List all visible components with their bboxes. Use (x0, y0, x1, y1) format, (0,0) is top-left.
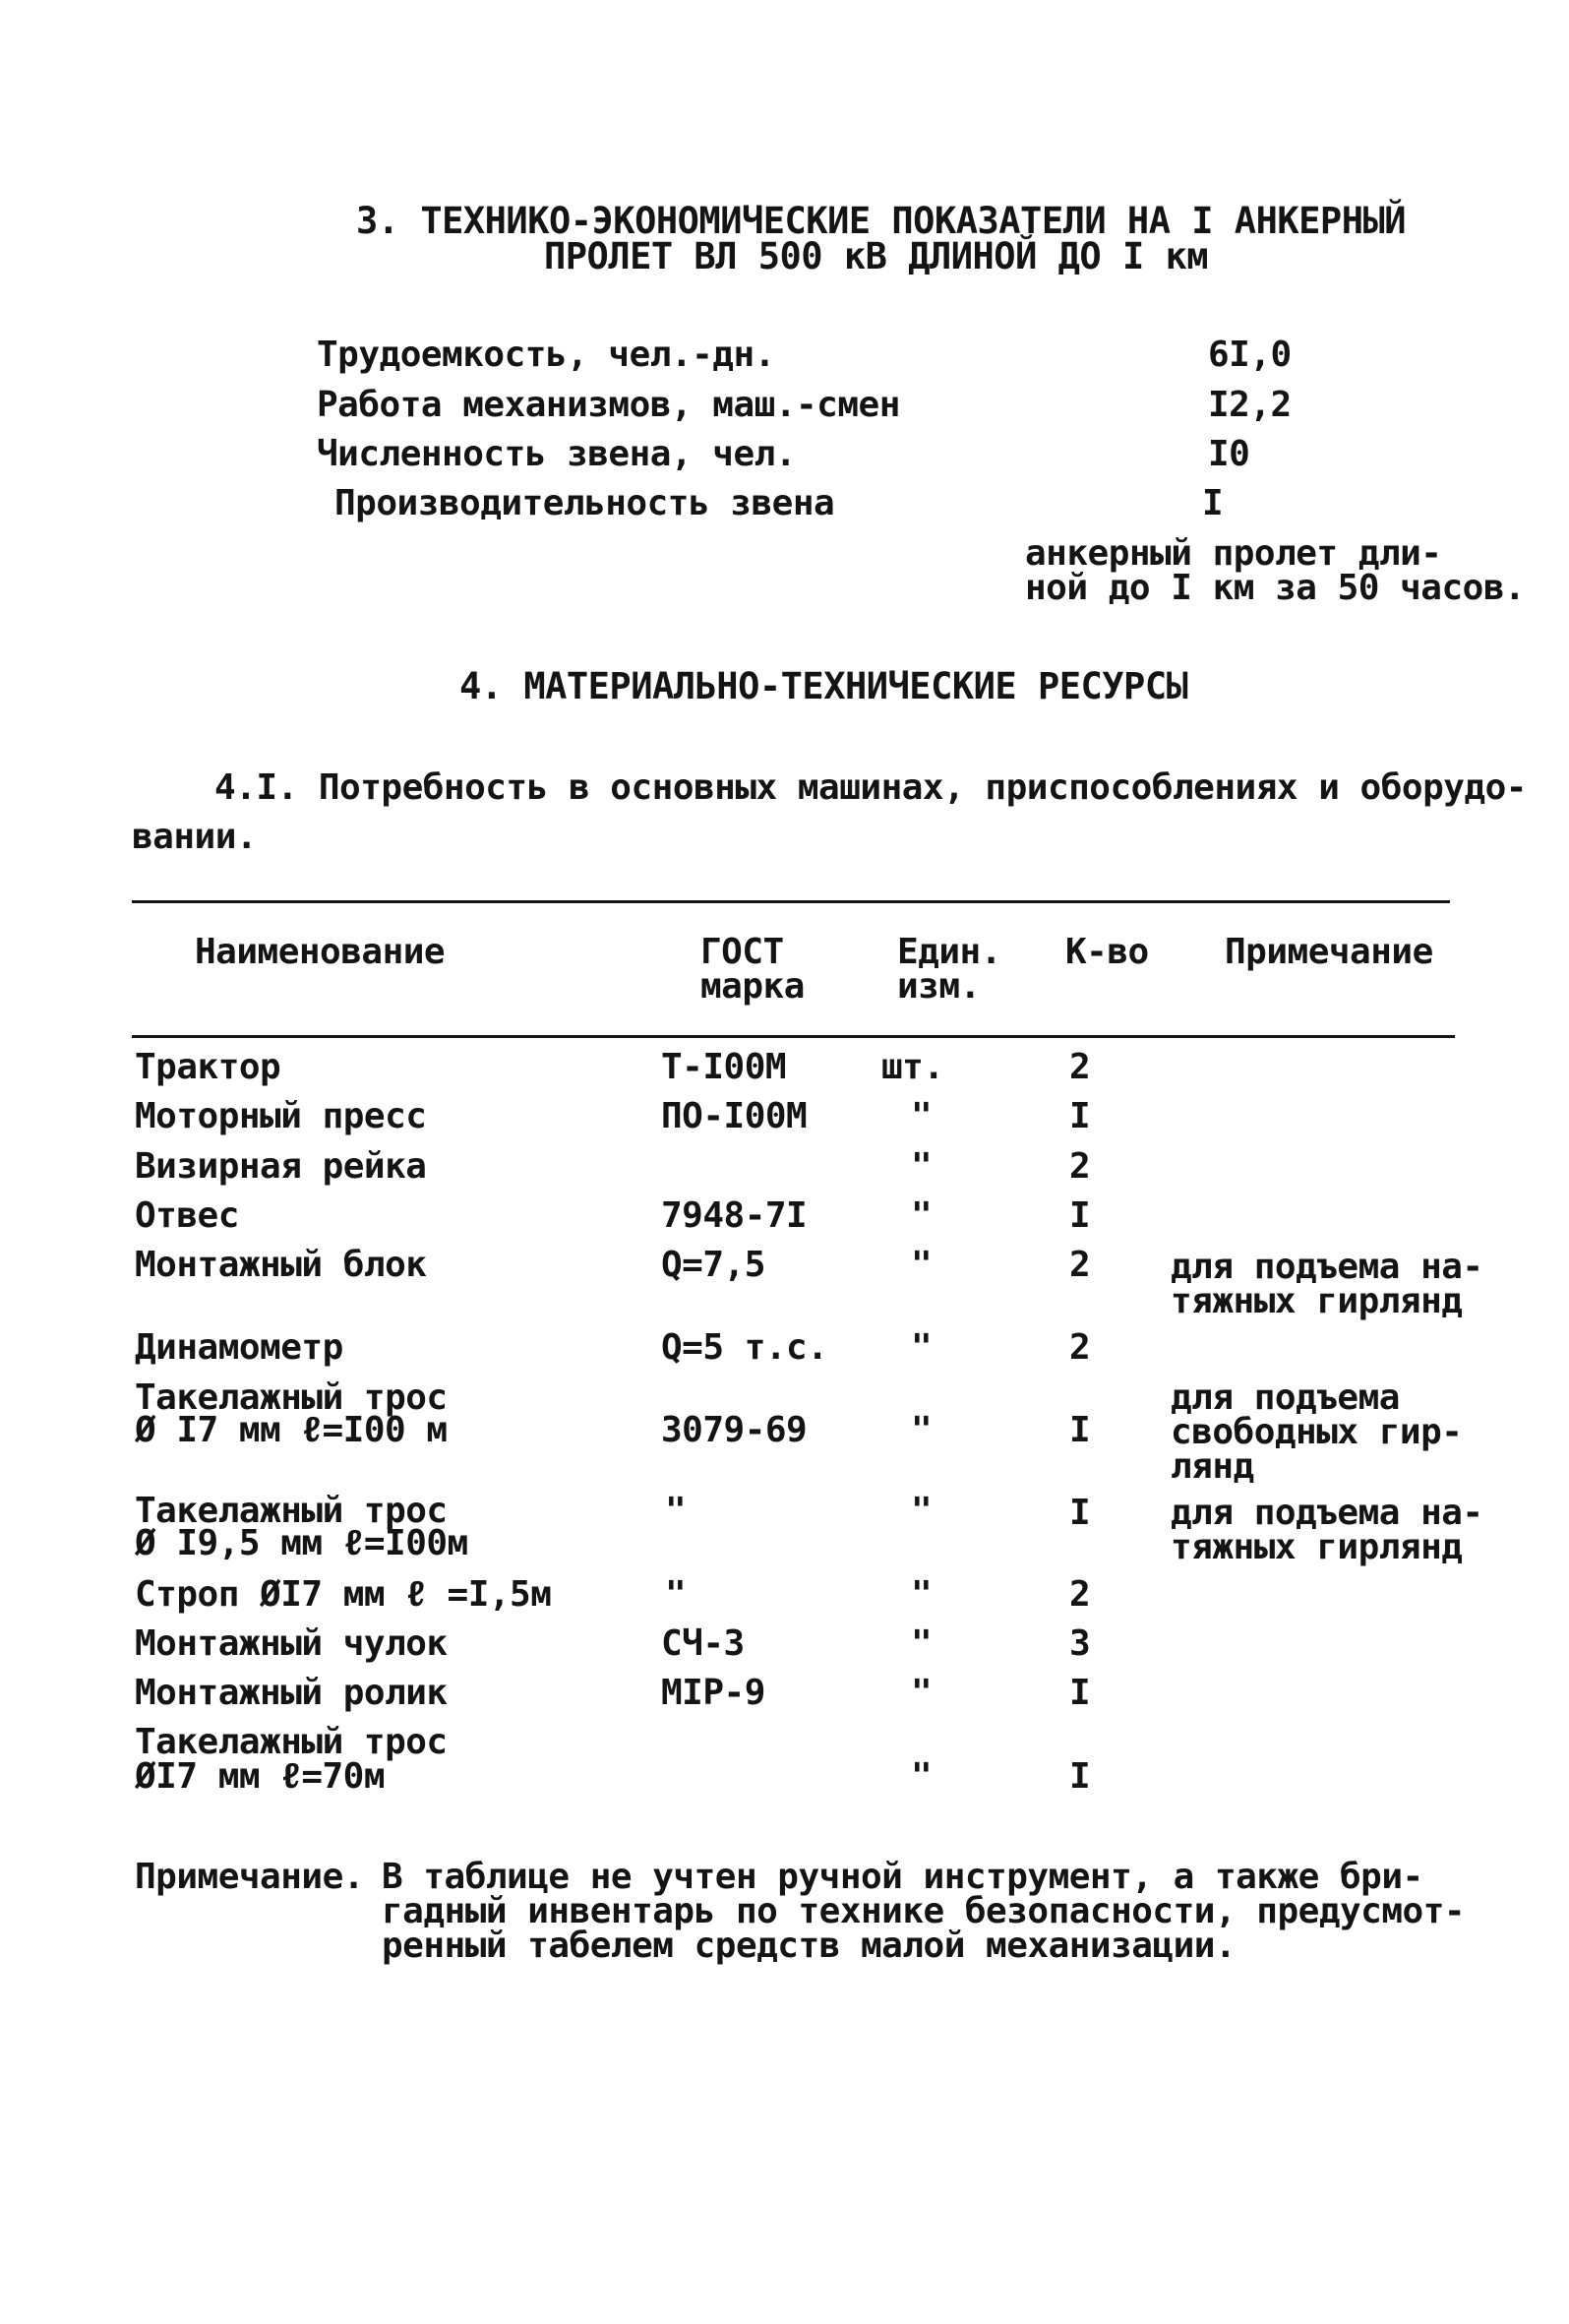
column-header-gost-sub: марка (700, 966, 805, 1007)
section-4-title: 4. МАТЕРИАЛЬНО-ТЕХНИЧЕСКИЕ РЕСУРСЫ (459, 665, 1188, 707)
table-cell-gost: Т-I00М (661, 1047, 787, 1087)
table-cell-gost: Q=5 т.с. (661, 1327, 828, 1368)
footnote-line: В таблице не учтен ручной инструмент, а также бри- (382, 1857, 1423, 1897)
table-cell-unit: " (911, 1195, 933, 1236)
table-cell-gost: 7948-7I (661, 1195, 808, 1236)
table-cell-note: тяжных гирлянд (1171, 1527, 1463, 1567)
table-cell-unit: " (911, 1096, 933, 1136)
footnote-line: ренный табелем средств малой механизации. (382, 1926, 1237, 1966)
indicator-label: Работа механизмов, маш.-смен (317, 385, 900, 425)
table-cell-unit: " (911, 1146, 933, 1187)
table-cell-unit: " (911, 1623, 933, 1664)
table-cell-name: Визирная рейка (135, 1146, 427, 1187)
table-cell-note: для подъема (1171, 1377, 1400, 1418)
column-header-note: Примечание (1225, 932, 1433, 972)
table-cell-note: лянд (1171, 1446, 1254, 1487)
column-header-qty: К-во (1065, 932, 1149, 972)
table-cell-qty: 2 (1069, 1327, 1091, 1368)
table-cell-qty: I (1069, 1195, 1091, 1236)
indicator-note-line: анкерный пролет дли- (1025, 533, 1442, 574)
indicator-value: I2,2 (1208, 385, 1292, 425)
indicator-label: Производительность звена (334, 483, 835, 523)
table-cell-qty: 2 (1069, 1047, 1091, 1087)
table-cell-note: для подъема на- (1171, 1493, 1483, 1533)
table-cell-name: Отвес (135, 1195, 239, 1236)
indicator-value: 6I,0 (1208, 335, 1292, 375)
section-3-title-line1: 3. ТЕХНИКО-ЭКОНОМИЧЕСКИЕ ПОКАЗАТЕЛИ НА I АНКЕРНЫЙ (356, 200, 1407, 242)
table-header-rule (132, 1035, 1455, 1038)
table-cell-gost: Q=7,5 (661, 1245, 765, 1285)
table-cell-name: Такелажный трос (135, 1491, 448, 1531)
table-cell-name: ØI7 мм ℓ=70м (135, 1756, 386, 1797)
table-cell-name: Такелажный трос (135, 1722, 448, 1762)
table-cell-name: Строп ØI7 мм ℓ =I,5м (135, 1574, 552, 1615)
table-cell-qty: 2 (1069, 1574, 1091, 1615)
column-header-gost: ГОСТ (700, 932, 784, 972)
column-header-name: Наименование (195, 932, 446, 972)
indicator-note-line: ной до I км за 50 часов. (1025, 568, 1526, 608)
table-cell-qty: 2 (1069, 1146, 1091, 1187)
table-top-rule (132, 900, 1450, 903)
table-cell-gost: " (665, 1491, 687, 1531)
table-cell-unit: " (911, 1756, 933, 1797)
table-cell-qty: 3 (1069, 1623, 1091, 1664)
table-cell-note: свободных гир- (1171, 1412, 1463, 1452)
table-cell-unit: " (911, 1327, 933, 1368)
footnote-label: Примечание. (135, 1857, 364, 1897)
table-cell-note: для подъема на- (1171, 1247, 1483, 1287)
table-cell-unit: шт. (881, 1047, 944, 1087)
table-cell-name: Динамометр (135, 1327, 343, 1368)
table-cell-gost: СЧ-3 (661, 1623, 745, 1664)
footnote-line: гадный инвентарь по технике безопасности, предусмот- (382, 1891, 1466, 1931)
table-cell-unit: " (911, 1673, 933, 1713)
table-cell-gost: 3079-69 (661, 1410, 808, 1450)
table-cell-qty: I (1069, 1673, 1091, 1713)
table-cell-name: Монтажный блок (135, 1245, 427, 1285)
table-cell-gost: МIР-9 (661, 1673, 765, 1713)
table-cell-gost: " (665, 1574, 687, 1615)
table-cell-name: Монтажный ролик (135, 1673, 448, 1713)
table-cell-qty: I (1069, 1410, 1091, 1450)
table-cell-name: Ø I7 мм ℓ=I00 м (135, 1410, 448, 1450)
column-header-unit-sub: изм. (897, 966, 981, 1007)
column-header-unit: Един. (897, 932, 1001, 972)
indicator-value: I (1202, 483, 1224, 523)
table-cell-unit: " (911, 1491, 933, 1531)
table-cell-name: Трактор (135, 1047, 281, 1087)
table-cell-note: тяжных гирлянд (1171, 1281, 1463, 1321)
table-cell-unit: " (911, 1574, 933, 1615)
table-cell-name: Моторный пресс (135, 1096, 427, 1136)
table-cell-unit: " (911, 1245, 933, 1285)
table-cell-qty: 2 (1069, 1245, 1091, 1285)
table-cell-name: Монтажный чулок (135, 1623, 448, 1664)
section-3-title-line2: ПРОЛЕТ ВЛ 500 кВ ДЛИНОЙ ДО I км (544, 235, 1209, 277)
table-cell-qty: I (1069, 1096, 1091, 1136)
table-cell-qty: I (1069, 1493, 1091, 1533)
indicator-value: I0 (1208, 434, 1250, 474)
table-cell-unit: " (911, 1410, 933, 1450)
paragraph-4-1-line2: вании. (132, 817, 258, 857)
indicator-label: Численность звена, чел. (317, 434, 796, 474)
table-cell-name: Ø I9,5 мм ℓ=I00м (135, 1523, 468, 1563)
table-cell-name: Такелажный трос (135, 1377, 448, 1418)
paragraph-4-1-line1: 4.I. Потребность в основных машинах, приспособлениях и оборудо- (214, 767, 1527, 808)
table-cell-gost: ПО-I00М (661, 1096, 808, 1136)
indicator-label: Трудоемкость, чел.-дн. (317, 335, 775, 375)
table-cell-qty: I (1069, 1756, 1091, 1797)
